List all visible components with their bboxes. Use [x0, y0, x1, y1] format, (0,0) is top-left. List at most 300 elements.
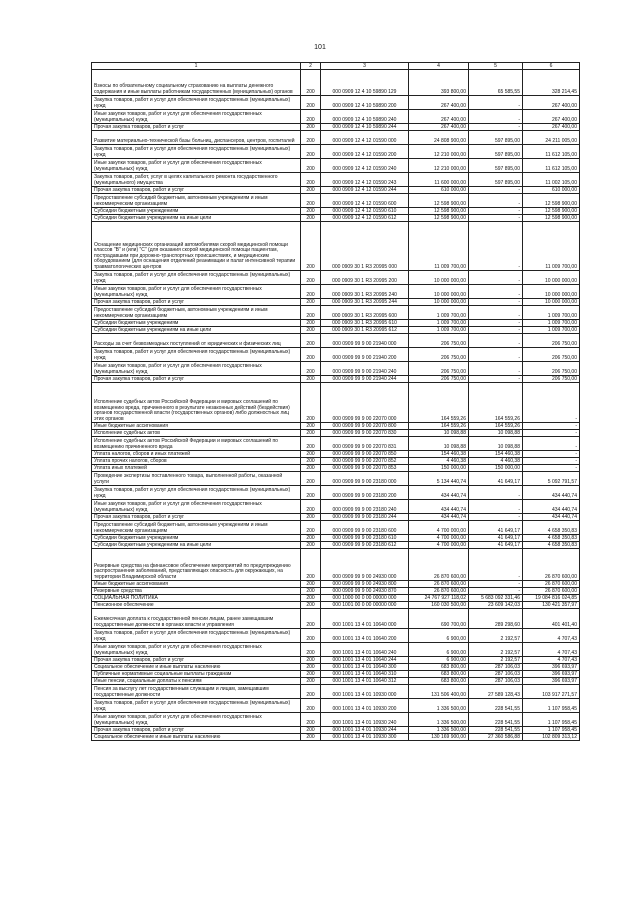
row-executed: 10 098,88 [469, 437, 523, 451]
row-remaining: 267 400,00 [523, 96, 580, 110]
row-remaining: 103 917 271,57 [523, 685, 580, 699]
row-kbk: 000 0909 99 9 00 23180 610 [321, 535, 409, 542]
table-row [92, 70, 580, 96]
row-remaining: 12 598 900,00 [523, 194, 580, 208]
row-kbk: 000 1001 13 4 01 10640 240 [321, 643, 409, 657]
row-name: Публичные нормативные социальные выплаты гражданам [92, 671, 301, 678]
row-executed: 65 585,55 [469, 70, 523, 96]
row-code: 200 [301, 96, 321, 110]
table-row [92, 535, 580, 542]
row-approved: 131 506 400,00 [409, 685, 469, 699]
row-kbk: 000 0909 99 9 00 22070 850 [321, 451, 409, 458]
row-executed: - [469, 514, 523, 521]
row-name: Социальное обеспечение и иные выплаты населению [92, 664, 301, 671]
row-code: 200 [301, 699, 321, 713]
row-approved: 1 009 700,00 [409, 306, 469, 320]
row-executed: - [469, 187, 523, 194]
header-col-4: 4 [409, 63, 469, 70]
row-remaining: 12 598 900,00 [523, 208, 580, 215]
row-approved: 130 169 900,00 [409, 734, 469, 741]
row-code: 200 [301, 222, 321, 271]
row-approved: 434 440,74 [409, 514, 469, 521]
row-code: 200 [301, 159, 321, 173]
row-name: Пенсионное обеспечение [92, 602, 301, 609]
row-code: 200 [301, 173, 321, 187]
row-approved: 11 009 700,00 [409, 222, 469, 271]
row-remaining: 4 707,43 [523, 657, 580, 664]
row-name: Иные закупки товаров, работ и услуг для обеспечения государственных (муниципальных) нужд [92, 159, 301, 173]
row-remaining: 26 870 600,00 [523, 588, 580, 595]
row-kbk: 000 0909 30 1 R3 20995 612 [321, 327, 409, 334]
row-kbk: 000 0909 99 9 00 21940 200 [321, 348, 409, 362]
table-row [92, 306, 580, 320]
row-executed: 2 192,57 [469, 643, 523, 657]
row-kbk: 000 0909 99 9 00 24930 870 [321, 588, 409, 595]
row-kbk: 000 0909 99 9 00 21940 000 [321, 334, 409, 348]
row-code: 200 [301, 423, 321, 430]
row-approved: 6 900,00 [409, 643, 469, 657]
row-approved: 393 800,00 [409, 70, 469, 96]
row-name: Проведение экспертизы поставленного товара, выполненной работы, оказанной услуги [92, 472, 301, 486]
row-approved: 12 598 900,00 [409, 215, 469, 222]
row-code: 200 [301, 306, 321, 320]
row-approved: 10 000 000,00 [409, 271, 469, 285]
row-code: 200 [301, 458, 321, 465]
row-code: 200 [301, 685, 321, 699]
table-row [92, 430, 580, 437]
row-kbk: 000 0909 99 9 00 22070 800 [321, 423, 409, 430]
row-executed: 41 649,17 [469, 535, 523, 542]
row-remaining: 267 400,00 [523, 124, 580, 131]
row-kbk: 000 0909 99 9 00 23180 240 [321, 500, 409, 514]
row-remaining: 11 009 700,00 [523, 222, 580, 271]
table-row [92, 514, 580, 521]
table-row [92, 581, 580, 588]
row-name: Закупка товаров, работ и услуг для обеспечения государственных (муниципальных) нужд [92, 96, 301, 110]
table-row [92, 465, 580, 472]
row-approved: 6 900,00 [409, 629, 469, 643]
row-kbk: 000 1001 13 4 01 10930 240 [321, 713, 409, 727]
row-code: 200 [301, 187, 321, 194]
row-code: 200 [301, 208, 321, 215]
row-remaining: 206 750,00 [523, 376, 580, 383]
row-approved: 26 870 600,00 [409, 549, 469, 581]
row-remaining: 434 440,74 [523, 500, 580, 514]
row-remaining: - [523, 383, 580, 423]
row-approved: 267 400,00 [409, 124, 469, 131]
row-approved: 683 800,00 [409, 664, 469, 671]
table-row [92, 685, 580, 699]
row-remaining: 434 440,74 [523, 486, 580, 500]
row-kbk: 000 0909 12 4 12 01590 600 [321, 194, 409, 208]
row-code: 200 [301, 581, 321, 588]
row-remaining: 5 092 791,57 [523, 472, 580, 486]
row-code: 200 [301, 500, 321, 514]
row-name: Резервные средства [92, 588, 301, 595]
row-code: 200 [301, 430, 321, 437]
row-remaining: 434 440,74 [523, 514, 580, 521]
row-name: Иные бюджетные ассигнования [92, 581, 301, 588]
row-executed: - [469, 549, 523, 581]
row-kbk: 000 0909 99 9 00 22070 830 [321, 430, 409, 437]
page-number: 101 [314, 44, 326, 51]
row-approved: 267 400,00 [409, 96, 469, 110]
row-remaining: 4 707,43 [523, 629, 580, 643]
row-kbk: 000 0909 99 9 00 22070 831 [321, 437, 409, 451]
table-row [92, 549, 580, 581]
header-col-6: 6 [523, 63, 580, 70]
row-code: 200 [301, 327, 321, 334]
row-executed: 150 000,00 [469, 465, 523, 472]
row-remaining: 4 707,43 [523, 643, 580, 657]
row-code: 200 [301, 643, 321, 657]
row-executed: - [469, 110, 523, 124]
row-executed: 228 541,55 [469, 699, 523, 713]
row-executed: 597 895,00 [469, 131, 523, 145]
table-row [92, 643, 580, 657]
row-code: 200 [301, 215, 321, 222]
row-approved: 6 900,00 [409, 657, 469, 664]
row-remaining: 26 870 600,00 [523, 549, 580, 581]
row-approved: 10 098,88 [409, 430, 469, 437]
row-code: 200 [301, 271, 321, 285]
row-approved: 11 600 000,00 [409, 173, 469, 187]
row-approved: 690 700,00 [409, 609, 469, 629]
row-executed: 228 541,55 [469, 713, 523, 727]
row-remaining: 610 000,00 [523, 187, 580, 194]
row-code: 200 [301, 727, 321, 734]
row-kbk: 000 0909 30 1 R3 20995 244 [321, 299, 409, 306]
row-remaining: 10 000 000,00 [523, 299, 580, 306]
row-code: 200 [301, 549, 321, 581]
table-row [92, 486, 580, 500]
row-executed: - [469, 376, 523, 383]
row-executed: - [469, 222, 523, 271]
row-name: Иные пенсии, социальные доплаты к пенсиям [92, 678, 301, 685]
table-row [92, 602, 580, 609]
row-code: 200 [301, 334, 321, 348]
row-code: 200 [301, 285, 321, 299]
row-name: Социальное обеспечение и иные выплаты населению [92, 734, 301, 741]
row-executed: 27 360 586,88 [469, 734, 523, 741]
row-name: Предоставление субсидий бюджетным, автономным учреждениям и иным некоммерческим организациям [92, 521, 301, 535]
row-remaining: 102 809 313,12 [523, 734, 580, 741]
row-approved: 26 870 600,00 [409, 588, 469, 595]
row-code: 200 [301, 383, 321, 423]
row-name: Расходы за счет безвозмездных поступлений от юридических и физических лиц [92, 334, 301, 348]
row-executed: - [469, 500, 523, 514]
row-code: 200 [301, 472, 321, 486]
row-remaining: 206 750,00 [523, 348, 580, 362]
row-name: Уплата прочих налогов, сборов [92, 458, 301, 465]
row-approved: 434 440,74 [409, 500, 469, 514]
row-remaining: - [523, 451, 580, 458]
row-code: 200 [301, 629, 321, 643]
row-name: Ежемесячная доплата к государственной пенсии лицам, ранее замещавшим государственные должности в органах власти и управления [92, 609, 301, 629]
row-executed: - [469, 486, 523, 500]
table-row [92, 383, 580, 423]
row-code: 200 [301, 437, 321, 451]
row-code: 200 [301, 70, 321, 96]
row-approved: 267 400,00 [409, 110, 469, 124]
row-approved: 12 598 900,00 [409, 194, 469, 208]
row-name: Субсидии бюджетным учреждениям [92, 320, 301, 327]
row-remaining: 130 421 357,97 [523, 602, 580, 609]
row-approved: 434 440,74 [409, 486, 469, 500]
table-row [92, 131, 580, 145]
row-name: Закупка товаров, работ и услуг для обеспечения государственных (муниципальных) нужд [92, 348, 301, 362]
row-remaining: 10 000 000,00 [523, 271, 580, 285]
table-row [92, 173, 580, 187]
row-kbk: 000 1001 13 4 01 10640 310 [321, 671, 409, 678]
row-remaining: 396 693,97 [523, 671, 580, 678]
row-code: 200 [301, 678, 321, 685]
row-executed: 597 895,00 [469, 145, 523, 159]
table-row [92, 727, 580, 734]
row-remaining: 1 009 700,00 [523, 306, 580, 320]
table-row [92, 194, 580, 208]
row-kbk: 000 0909 30 1 R3 20995 610 [321, 320, 409, 327]
row-name: Субсидии бюджетным учреждениям [92, 535, 301, 542]
row-kbk: 000 0909 30 1 R3 20995 240 [321, 285, 409, 299]
row-executed: 597 895,00 [469, 173, 523, 187]
table-row [92, 629, 580, 643]
row-name: Иные закупки товаров, работ и услуг для обеспечения государственных (муниципальных) нужд [92, 362, 301, 376]
row-remaining: 396 693,97 [523, 664, 580, 671]
row-kbk: 000 1001 13 4 01 10640 000 [321, 609, 409, 629]
table-body [92, 63, 580, 741]
row-executed: 10 098,88 [469, 430, 523, 437]
row-name: Прочая закупка товаров, работ и услуг [92, 299, 301, 306]
table-row [92, 110, 580, 124]
row-kbk: 000 1000 00 0 00 00000 000 [321, 595, 409, 602]
header-col-2: 2 [301, 63, 321, 70]
row-executed: - [469, 588, 523, 595]
row-approved: 160 030 500,00 [409, 602, 469, 609]
row-kbk: 000 0909 99 9 00 22070 853 [321, 465, 409, 472]
table-row [92, 271, 580, 285]
row-code: 200 [301, 609, 321, 629]
row-executed: 2 192,57 [469, 657, 523, 664]
row-remaining: 11 612 105,00 [523, 159, 580, 173]
table-row [92, 334, 580, 348]
row-kbk: 000 0909 12 4 12 01590 200 [321, 145, 409, 159]
row-executed: - [469, 194, 523, 208]
row-code: 200 [301, 588, 321, 595]
row-name: Предоставление субсидий бюджетным, автономным учреждениям и иным некоммерческим организациям [92, 306, 301, 320]
row-name: Иные закупки товаров, работ и услуг для обеспечения государственных (муниципальных) нужд [92, 500, 301, 514]
row-code: 200 [301, 299, 321, 306]
row-kbk: 000 0909 99 9 00 24930 000 [321, 549, 409, 581]
row-executed: 5 683 092 331,46 [469, 595, 523, 602]
row-kbk: 000 0909 99 9 00 23180 600 [321, 521, 409, 535]
row-code: 200 [301, 348, 321, 362]
row-name: Прочая закупка товаров, работ и услуг [92, 514, 301, 521]
row-executed: - [469, 285, 523, 299]
table-row [92, 96, 580, 110]
row-kbk: 000 0909 12 4 12 01590 612 [321, 215, 409, 222]
row-kbk: 000 0909 99 9 00 21940 240 [321, 362, 409, 376]
table-row [92, 734, 580, 741]
row-remaining: 1 009 700,00 [523, 320, 580, 327]
row-kbk: 000 1001 13 4 01 10640 244 [321, 657, 409, 664]
row-name: Исполнение судебных актов Российской Федерации и мировых соглашений по возмещению причиненного вреда [92, 437, 301, 451]
table-row [92, 542, 580, 549]
row-kbk: 000 0909 99 9 00 24930 800 [321, 581, 409, 588]
row-remaining: 206 750,00 [523, 334, 580, 348]
row-code: 200 [301, 124, 321, 131]
row-approved: 4 700 000,00 [409, 535, 469, 542]
row-executed: 289 298,60 [469, 609, 523, 629]
row-name: Субсидии бюджетным учреждениям на иные цели [92, 542, 301, 549]
row-remaining: 4 658 350,83 [523, 542, 580, 549]
row-name: Уплата налогов, сборов и иных платежей [92, 451, 301, 458]
row-kbk: 000 0909 99 9 00 23180 200 [321, 486, 409, 500]
row-remaining: 328 214,45 [523, 70, 580, 96]
row-kbk: 000 0909 12 4 10 59890 200 [321, 96, 409, 110]
row-remaining: 24 211 005,00 [523, 131, 580, 145]
table-row [92, 423, 580, 430]
budget-table [91, 62, 580, 741]
row-code: 200 [301, 131, 321, 145]
row-code: 200 [301, 486, 321, 500]
row-code: 200 [301, 734, 321, 741]
table-row [92, 472, 580, 486]
table-row [92, 500, 580, 514]
row-name: Исполнение судебных актов Российской Федерации и мировых соглашений по возмещению вреда, причиненного в результате незаконных действий (бездействия) органов государственной власти (государственных органов) либо должностных лиц этих органов [92, 383, 301, 423]
row-approved: 206 750,00 [409, 334, 469, 348]
table-row [92, 299, 580, 306]
row-remaining: 4 658 350,83 [523, 535, 580, 542]
row-approved: 4 700 000,00 [409, 542, 469, 549]
row-code: 200 [301, 362, 321, 376]
row-remaining: 1 009 700,00 [523, 327, 580, 334]
row-name: Субсидии бюджетным учреждениям на иные цели [92, 215, 301, 222]
row-name: Закупка товаров, работ и услуг для обеспечения государственных (муниципальных) нужд [92, 486, 301, 500]
row-executed: - [469, 334, 523, 348]
row-kbk: 000 1001 13 4 01 10640 200 [321, 629, 409, 643]
row-name: Пенсия за выслугу лет государственным служащим и лицам, замещавшим государственные должности [92, 685, 301, 699]
row-name: Прочая закупка товаров, работ и услуг [92, 657, 301, 664]
row-approved: 610 000,00 [409, 187, 469, 194]
table-row [92, 713, 580, 727]
row-executed: 164 559,26 [469, 423, 523, 430]
row-executed: 41 649,17 [469, 542, 523, 549]
row-approved: 150 000,00 [409, 465, 469, 472]
row-remaining: 19 084 816 024,85 [523, 595, 580, 602]
row-name: Оснащение медицинских организаций автомобилями скорой медицинской помощи классов "В" и (или) "С" (для оказания скорой медицинской помощи пациентам, пострадавшим при дорожно-транспортных происшествиях, и медицинским оборудованием (для оснащения отделений реанимации и палат интенсивной терапии травматологических центров [92, 222, 301, 271]
row-kbk: 000 1001 13 4 01 10930 300 [321, 734, 409, 741]
row-executed: 23 609 142,03 [469, 602, 523, 609]
row-approved: 24 767 927 118,02 [409, 595, 469, 602]
row-kbk: 000 0909 12 4 12 01590 610 [321, 208, 409, 215]
row-name: Прочая закупка товаров, работ и услуг [92, 727, 301, 734]
row-code: 200 [301, 657, 321, 664]
table-header-row [92, 63, 580, 70]
row-approved: 24 808 900,00 [409, 131, 469, 145]
row-approved: 1 009 700,00 [409, 320, 469, 327]
row-remaining: - [523, 423, 580, 430]
row-kbk: 000 0909 99 9 00 23180 244 [321, 514, 409, 521]
row-kbk: 000 0909 99 9 00 23180 000 [321, 472, 409, 486]
row-kbk: 000 0909 30 1 R3 20995 600 [321, 306, 409, 320]
table-row [92, 437, 580, 451]
row-approved: 10 000 000,00 [409, 299, 469, 306]
row-name: Уплата иных платежей [92, 465, 301, 472]
row-code: 200 [301, 602, 321, 609]
row-code: 200 [301, 595, 321, 602]
row-kbk: 000 0909 12 4 10 59890 240 [321, 110, 409, 124]
row-kbk: 000 0909 99 9 00 22070 000 [321, 383, 409, 423]
table-row [92, 124, 580, 131]
row-kbk: 000 1001 13 4 01 10930 200 [321, 699, 409, 713]
row-name: Закупка товаров, работ и услуг для обеспечения государственных (муниципальных) нужд [92, 629, 301, 643]
header-col-1: 1 [92, 63, 301, 70]
row-executed: - [469, 208, 523, 215]
row-name: Развитие материально-технической базы больниц, диспансеров, центров, госпиталей [92, 131, 301, 145]
row-executed: 597 895,00 [469, 159, 523, 173]
row-executed: - [469, 215, 523, 222]
row-executed: - [469, 96, 523, 110]
row-code: 200 [301, 514, 321, 521]
row-name: Предоставление субсидий бюджетным, автономным учреждениям и иным некоммерческим организациям [92, 194, 301, 208]
row-executed: 287 106,03 [469, 671, 523, 678]
row-kbk: 000 1001 13 4 01 10930 244 [321, 727, 409, 734]
row-remaining: 267 400,00 [523, 110, 580, 124]
row-approved: 164 559,26 [409, 423, 469, 430]
row-code: 200 [301, 320, 321, 327]
row-remaining: - [523, 430, 580, 437]
row-remaining: 11 612 105,00 [523, 145, 580, 159]
row-executed: - [469, 306, 523, 320]
row-name: Иные закупки товаров, работ и услуг для обеспечения государственных (муниципальных) нужд [92, 643, 301, 657]
row-executed: 27 589 128,43 [469, 685, 523, 699]
row-name: Прочая закупка товаров, работ и услуг [92, 124, 301, 131]
row-approved: 683 800,00 [409, 671, 469, 678]
row-remaining: 10 000 000,00 [523, 285, 580, 299]
row-code: 200 [301, 110, 321, 124]
row-name: Иные закупки товаров, работ и услуг для обеспечения государственных (муниципальных) нужд [92, 713, 301, 727]
row-remaining: - [523, 458, 580, 465]
table-row [92, 678, 580, 685]
row-kbk: 000 0909 99 9 00 22070 852 [321, 458, 409, 465]
row-name: Иные закупки товаров, работ и услуг для обеспечения государственных (муниципальных) нужд [92, 110, 301, 124]
table-row [92, 609, 580, 629]
row-executed: - [469, 299, 523, 306]
header-col-3: 3 [321, 63, 409, 70]
table-row [92, 671, 580, 678]
row-name: Прочая закупка товаров, работ и услуг [92, 376, 301, 383]
table-row [92, 285, 580, 299]
row-remaining: - [523, 437, 580, 451]
table-row [92, 320, 580, 327]
row-kbk: 000 0909 12 4 10 59890 129 [321, 70, 409, 96]
row-kbk: 000 0909 99 9 00 21940 244 [321, 376, 409, 383]
row-remaining: 1 107 958,45 [523, 713, 580, 727]
row-approved: 10 098,88 [409, 437, 469, 451]
row-executed: 164 559,26 [469, 383, 523, 423]
row-approved: 1 336 500,00 [409, 727, 469, 734]
row-name: СОЦИАЛЬНАЯ ПОЛИТИКА [92, 595, 301, 602]
row-kbk: 000 0909 30 1 R3 20995 200 [321, 271, 409, 285]
row-approved: 26 870 600,00 [409, 581, 469, 588]
row-remaining: 12 598 900,00 [523, 215, 580, 222]
row-name: Закупка товаров, работ и услуг для обеспечения государственных (муниципальных) нужд [92, 271, 301, 285]
table-row [92, 187, 580, 194]
row-code: 200 [301, 664, 321, 671]
row-kbk: 000 1001 13 4 01 10930 000 [321, 685, 409, 699]
row-executed: 228 541,55 [469, 727, 523, 734]
